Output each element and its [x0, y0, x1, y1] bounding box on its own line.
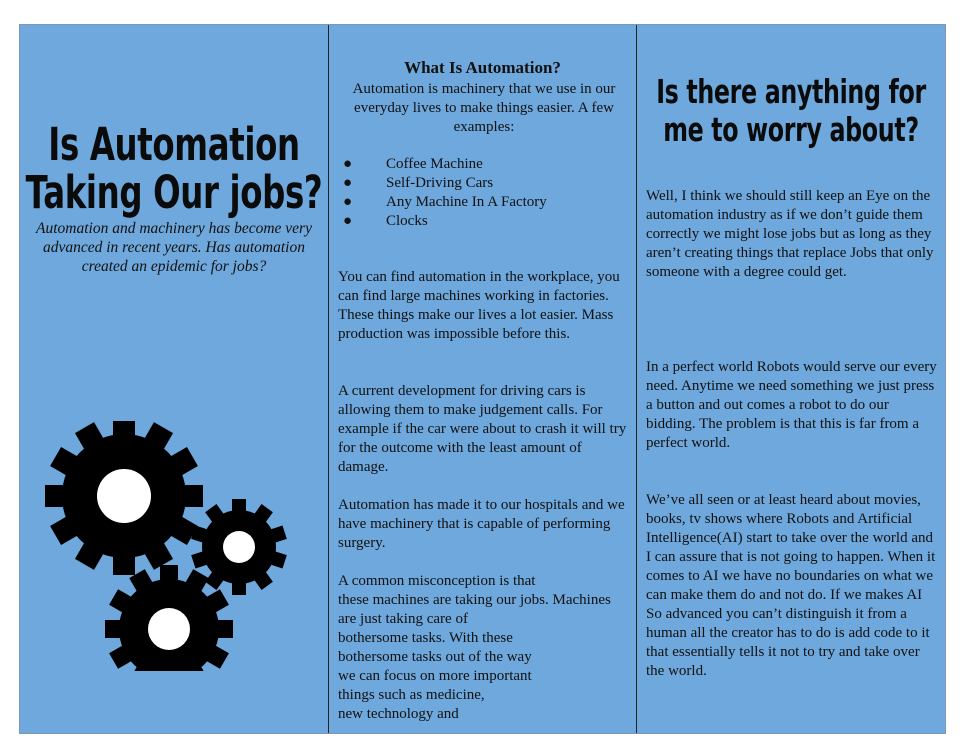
worry-title: Is there anything for me to worry about? — [656, 72, 926, 149]
paragraph-perfect-world: In a perfect world Robots would serve our every need. Anytime we need something we just press a button and out comes a robot to do our bidding. The problem is that this is far from a perfect world. — [646, 359, 937, 451]
left-panel — [20, 25, 328, 733]
paragraph-workplace: You can find automation in the workplace, you can find large machines working in factories. These things make our lives a lot easier. Mass production was impossible before this. — [338, 269, 620, 342]
list-item: ● Self-Driving Cars — [343, 175, 494, 191]
paragraph-ai: We’ve all seen or at least heard about movies, books, tv shows where Robots and Artificial Intelligence(AI) start to take over the world and I can assure that is not going to happen. When it comes to AI we have no boundaries on what we can make them do and not do. If we makes AI So advanced you can’t distinguish it from a human all the creator has to do is add code to it that essentially tells it not to try and take over the world. — [646, 492, 936, 679]
intro-text: Automation is machinery that we use in our everyday lives to make things easier. A few examples: — [352, 81, 616, 135]
brochure-sheet — [19, 24, 946, 734]
cover-subtitle: Automation and machinery has become very advanced in recent years. Has automation created an epidemic for jobs? — [36, 220, 312, 275]
bullet-icon: ● — [343, 156, 353, 172]
list-item: ● Clocks — [343, 213, 428, 229]
large-gear — [45, 421, 203, 575]
examples-list — [343, 155, 633, 231]
paragraph-driving-cars: A current development for driving cars is allowing them to make judgement calls. For example if the car were about to crash it will try for the outcome with the least amount of damage. — [338, 383, 627, 475]
bullet-icon: ● — [343, 194, 353, 210]
paragraph-hospitals: Automation has made it to our hospitals and we have machinery that is capable of performing surgery. — [338, 497, 625, 551]
bullet-icon: ● — [343, 175, 353, 191]
right-panel — [637, 25, 945, 733]
section-heading: What Is Automation? — [404, 58, 561, 77]
bullet-icon: ● — [343, 213, 353, 229]
paragraph-keep-an-eye: Well, I think we should still keep an Eye on the automation industry as if we don’t guide them correctly we might lose jobs but as long as they aren’t creating things that replace Jobs that only someone with a degree could get. — [646, 188, 934, 280]
paragraph-misconception: A common misconception is that these machines are taking our jobs. Machines are just taking care of bothersome tasks. With these bothersome tasks out of the way we can focus on more important things such as medicine, new technology and — [338, 573, 611, 722]
gears-icon — [42, 421, 292, 671]
list-item: ● Coffee Machine — [343, 156, 483, 172]
cover-title: Is Automation Taking Our jobs? — [25, 118, 323, 219]
middle-panel — [328, 25, 637, 733]
list-item: ● Any Machine In A Factory — [343, 194, 547, 210]
